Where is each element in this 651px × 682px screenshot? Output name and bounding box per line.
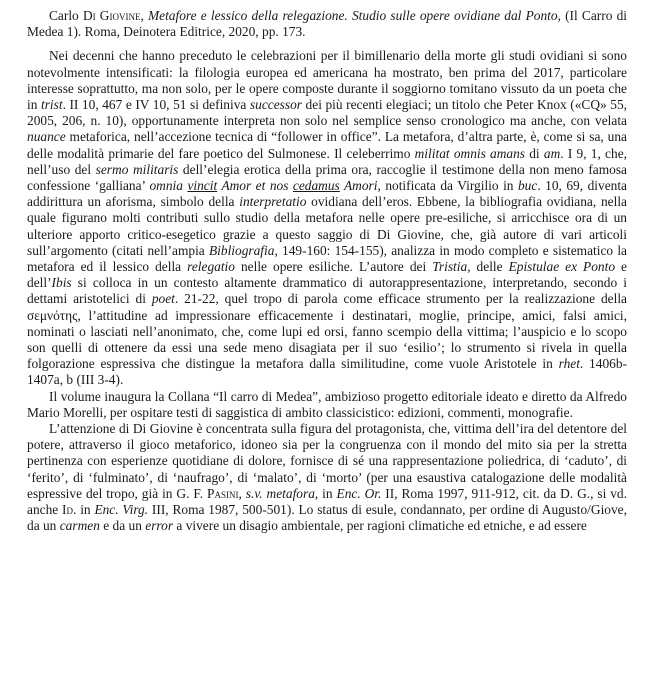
text-run: , in — [314, 485, 337, 501]
underlined-run: cedamus — [292, 178, 340, 194]
italic-run — [293, 178, 340, 193]
italic-run — [187, 178, 217, 193]
italic-run: trist — [40, 97, 63, 113]
body-paragraph — [27, 389, 627, 421]
text-run: . 10, 69, diventa addirittura un aforisma, simbolo della — [27, 178, 627, 210]
text-run: nelle opere esiliche. L’autore dei — [234, 259, 433, 275]
review-body — [27, 48, 627, 534]
text-run: . 21-22, quel tropo di parola come efficace strumento per la realizzazione della σεμνότης, l’attitudine ad impressionare efficacemente i destinatari, moglie, principe, amici, falsi amici, nominati o lasciati nell’anonimato, che, come lupi ed orsi, fanno scempio della vittima; l’auspicio e lo scopo son quelli di ottenere da essi una sede meno disagiata per il suo ‘esilio’; lo strumento si rivela in quella folgorazione espressiva che distingue la metafora dalla similitudine, come vuole Aristotele in — [27, 291, 627, 372]
italic-run: omnia — [149, 178, 188, 194]
body-paragraph — [27, 421, 627, 534]
italic-run: poet — [151, 291, 175, 307]
italic-run: Tristia — [432, 259, 468, 275]
italic-run: militat omnis amans — [414, 145, 526, 161]
italic-run: Amori — [339, 178, 378, 194]
text-run: . I 9, 1, che, nell’uso del — [27, 145, 627, 177]
author-first-name: Carlo — [49, 8, 79, 23]
italic-run: Bibliografia — [208, 242, 275, 258]
text-run: ovidiana dell’eros. Ebbene, la bibliografia ovidiana, nella quale figurano molti contributi sullo studio della metafora nelle opere pre-esiliche, si arricchisce ora di un ulteriore apporto critico-esegetico grazie a questo saggio di Di Giovine, che, già autore di vari articoli sull’argomento (citati nell’ampia — [27, 194, 627, 258]
text-run: e da un — [99, 518, 146, 534]
text-run: II, Roma 1997, 911-912, cit. da D. G., si vd. anche — [27, 485, 627, 518]
italic-run: error — [145, 518, 174, 534]
italic-run: interpretatio — [239, 194, 307, 210]
text-run: si colloca in un contesto altamente drammatico di autorappresentazione, interpretando, secondo i dettami aristotelici di — [27, 275, 627, 307]
body-paragraph — [27, 48, 627, 388]
text-run: . in — [73, 502, 95, 518]
italic-run: buc — [517, 178, 538, 194]
italic-run: Amor et nos — [217, 178, 293, 194]
author-last-name: Di Giovine — [82, 8, 141, 23]
text-run: , delle — [467, 259, 509, 275]
italic-run: rhet — [558, 356, 580, 372]
underlined-run: vincit — [187, 178, 218, 194]
review-header: Carlo Di Giovine, Metafore e lessico della relegazione. Studio sulle opere ovidiane dal Ponto, (Il Carro di Medea 1). Roma, Deinotera Editrice, 2020, pp. 173. — [27, 8, 627, 40]
italic-run: Ibis — [51, 275, 72, 291]
text-run: dei più recenti elegiaci; un titolo che Peter Knox («CQ» 55, 2005, 206, n. 10), opportunamente interpreta non solo nel semplice senso cronologico ma anche, con velata — [27, 97, 627, 129]
text-run: L’attenzione di Di Giovine è concentrata sulla figura del protagonista, che, vittima dell’ira del detentore del potere, attraverso il gioco metaforico, idoneo sia per la congruenza con il mondo del mito sia per la stretta pertinenza con esperienze quotidiane di dolore, fornisce di sé una rappresentazione poliedrica, di ‘caduto’, di ‘ferito’, di ‘fulminato’, di ‘naufrago’, di ‘malato’, di ‘morto’ (per una esaustiva catalogazione delle modalità espressive del tropo, già in G. F. — [27, 421, 627, 501]
text-run: dell’elegia erotica della prima ora, raccoglie il testimone della non meno famosa confessione ‘galliana’ — [27, 161, 627, 194]
italic-run: Enc. Or. — [336, 485, 382, 501]
italic-run: carmen — [59, 518, 100, 534]
small-caps-run: Pasini — [207, 485, 239, 501]
text-run: , notificata da Virgilio in — [377, 178, 518, 194]
text-run: . II 10, 467 e IV 10, 51 si definiva — [62, 97, 250, 113]
text-run: a vivere un disagio ambientale, per ragioni climatiche ed etniche, e ad essere — [173, 518, 587, 534]
text-run: di — [525, 145, 544, 161]
italic-run: am — [543, 145, 561, 161]
italic-run: nuance — [27, 129, 66, 145]
italic-run: successor — [249, 97, 302, 113]
italic-run: Epistulae ex Ponto — [508, 259, 616, 275]
text-run: . 1406b-1407a, b (III 3-4). — [27, 356, 627, 388]
italic-run: sermo militaris — [95, 161, 179, 177]
book-details: , (Il Carro di Medea 1). Roma, Deinotera Editrice, 2020, pp. 173. — [27, 8, 627, 40]
text-run: metaforica, nell’accezione tecnica di “follower in office”. La metafora, d’altra parte, è, come si sa, una delle modalità primarie del fare poetico del Sulmonese. Il celeberrimo — [27, 129, 627, 161]
text-run: , — [238, 485, 246, 501]
text-run: Il volume inaugura la Collana “Il carro di Medea”, ambizioso progetto editoriale ideato e diretto da Alfredo Mario Morelli, per ospitare testi di saggistica di ambito classicistico: edizioni, commenti, monografie. — [27, 388, 627, 420]
text-run: Nei decenni che hanno preceduto le celebrazioni per il bimillenario della morte gli studi ovidiani si sono notevolmente intensificati: la filologia europea ed americana ha mostrato, ben prima del 2017, particolare interesse soprattutto, ma non solo, per le opere composte durante il soggiorno tomitano vissuto da un poeta che in — [27, 48, 627, 113]
italic-run: s.v. metafora — [245, 485, 315, 501]
book-title: Metafore e lessico della relegazione. Studio sulle opere ovidiane dal Ponto — [147, 8, 558, 23]
italic-run: Enc. Virg. — [94, 502, 149, 518]
text-run: e dell’ — [27, 259, 627, 291]
text-run: III, Roma 1987, 500-501). Lo status di esule, condannato, per ordine di Augusto/Giove, da un — [27, 502, 627, 534]
italic-run: relegatio — [187, 259, 235, 275]
text-run: , 149-160: 154-155), analizza in modo completo e sistematico la metafora ed il lessico della — [27, 242, 627, 275]
small-caps-run: Id — [62, 502, 74, 518]
